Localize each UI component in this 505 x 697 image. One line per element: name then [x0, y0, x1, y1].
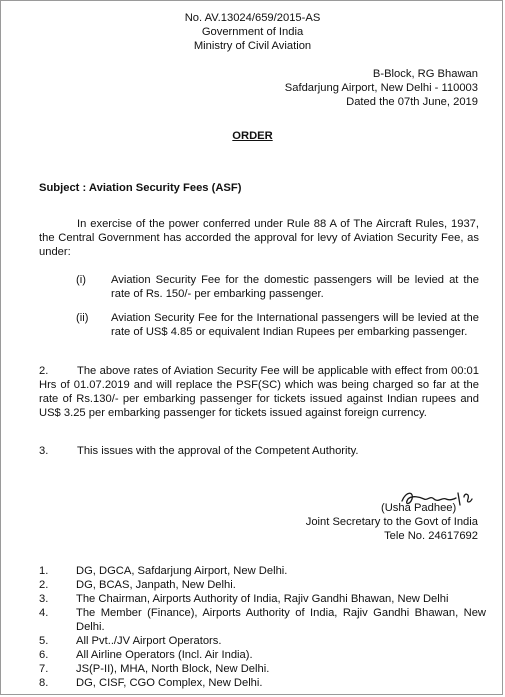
item-text: Aviation Security Fee for the domestic passengers will be levied at the rate of Rs. 150/- per embarking passenger. [111, 274, 479, 300]
list-item-number: 5. [39, 635, 49, 647]
paragraph-number: 2. [39, 365, 49, 377]
list-item: DG, BCAS, Janpath, New Delhi. [76, 579, 236, 591]
list-item: JS(P-II), MHA, North Block, New Delhi. [76, 663, 270, 675]
government-name: Government of India [201, 26, 304, 38]
list-item-number: 3. [39, 593, 49, 605]
list-item-number: 6. [39, 649, 49, 661]
address-line-1: B-Block, RG Bhawan [372, 68, 478, 80]
document-date: Dated the 07th June, 2019 [346, 96, 478, 108]
intro-paragraph: In exercise of the power conferred under Rule 88 A of The Aircraft Rules, 1937, the Central Government has accorded the approval for levy of Aviation Security Fee, as under: [39, 218, 479, 258]
list-item-number: 8. [39, 677, 49, 689]
list-item: DG, CISF, CGO Complex, New Delhi. [76, 677, 263, 689]
list-item: DG, DGCA, Safdarjung Airport, New Delhi. [76, 565, 288, 577]
list-item: All Airline Operators (Incl. Air India). [76, 649, 253, 661]
list-item: The Member (Finance), Airports Authority of India, Rajiv Gandhi Bhawan, New Delhi. [76, 607, 486, 633]
order-title: ORDER [232, 130, 273, 142]
paragraph-3: This issues with the approval of the Competent Authority. [77, 445, 359, 457]
subject-line: Subject : Aviation Security Fees (ASF) [39, 182, 242, 194]
signatory-name: (Usha Padhee) [381, 502, 457, 514]
signatory-designation: Joint Secretary to the Govt of India [305, 516, 478, 528]
item-label: (ii) [76, 312, 89, 324]
list-item: All Pvt../JV Airport Operators. [76, 635, 222, 647]
list-item-number: 1. [39, 565, 49, 577]
signatory-telephone: Tele No. 24617692 [384, 530, 478, 542]
item-label: (i) [76, 274, 86, 286]
list-item-number: 7. [39, 663, 49, 675]
item-text: Aviation Security Fee for the International passengers will be levied at the rate of US$ 4.85 or equivalent Indian Rupees per embarking passenger. [111, 312, 479, 338]
paragraph-number: 3. [39, 445, 49, 457]
list-item-number: 4. [39, 607, 49, 619]
address-line-2: Safdarjung Airport, New Delhi - 110003 [284, 82, 478, 94]
list-item: The Chairman, Airports Authority of India, Rajiv Gandhi Bhawan, New Delhi [76, 593, 449, 605]
paragraph-2: The above rates of Aviation Security Fee will be applicable with effect from 00:01 Hrs of 01.07.2019 and will replace the PSF(SC) which was being charged so far at the rate of Rs.130/- per embarking passenger for tickets issued against Indian rupees and US$ 3.25 per embarking passenger for tickets issued against foreign currency. [39, 365, 479, 419]
list-item-number: 2. [39, 579, 49, 591]
ministry-name: Ministry of Civil Aviation [193, 40, 312, 52]
reference-number: No. AV.13024/659/2015-AS [184, 12, 321, 24]
